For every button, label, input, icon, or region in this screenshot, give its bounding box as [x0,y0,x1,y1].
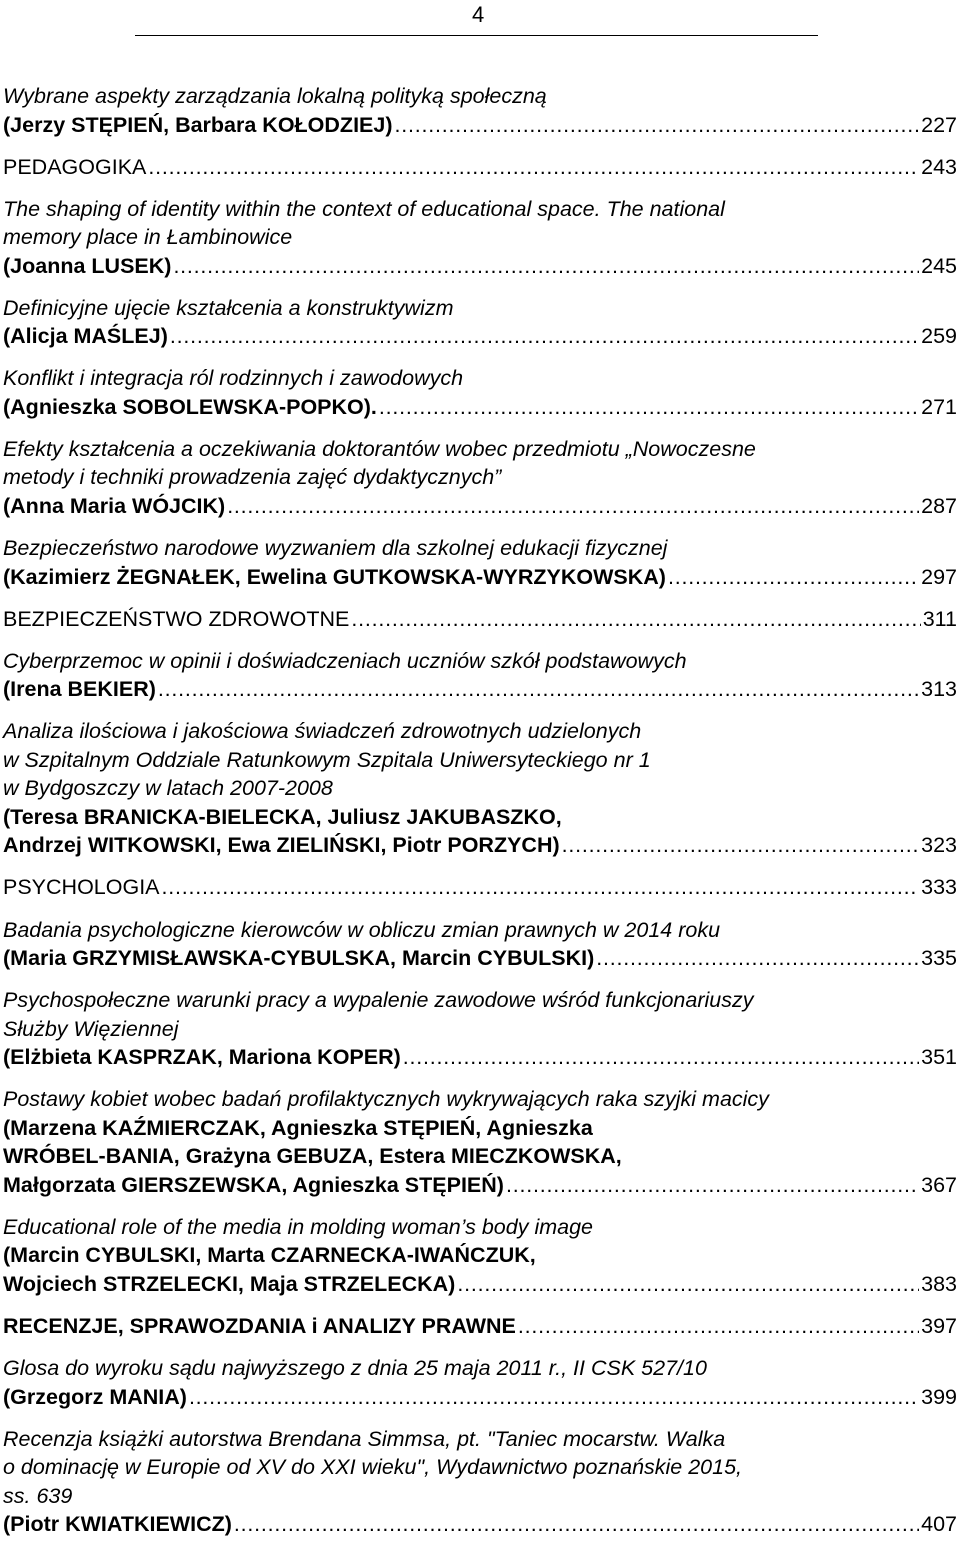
entry-authors-text: (Alicja MAŚLEJ) [3,324,168,349]
dot-leader [403,1043,919,1072]
entry-title-line: The shaping of identity within the context of educational space. The national [3,196,725,221]
dot-leader [457,1270,919,1299]
section-text: PEDAGOGIKA [3,154,147,179]
toc-entry[interactable] [3,1085,957,1199]
page-ref: 407 [921,1512,957,1537]
entry-title-line: Educational role of the media in molding woman’s body image [3,1214,594,1239]
entry-authors-row[interactable] [3,1510,957,1539]
entry-title-line: w Bydgoszczy w latach 2007-2008 [3,776,333,801]
page-ref: 245 [921,253,957,278]
toc-entry[interactable] [3,647,957,704]
entry-title-line: Psychospołeczne warunki pracy a wypalenie zawodowe wśród funkcjonariuszy [3,988,754,1013]
toc-entry[interactable] [3,1354,957,1411]
entry-authors-text: (Maria GRZYMISŁAWSKA-CYBULSKA, Marcin CYBULSKI) [3,946,595,971]
entry-authors-text: (Piotr KWIATKIEWICZ) [3,1512,232,1537]
entry-authors-row[interactable] [3,1383,957,1412]
dot-leader [170,322,919,351]
header-rule [135,35,818,36]
page-ref: 351 [921,1045,957,1070]
section-heading[interactable] [3,873,957,902]
toc-entry[interactable] [3,435,957,521]
page-ref: 271 [921,394,957,419]
entry-authors-line: (Marcin CYBULSKI, Marta CZARNECKA-IWAŃCZUK, [3,1243,536,1268]
dot-leader [189,1383,919,1412]
entry-authors-text: (Jerzy STĘPIEŃ, Barbara KOŁODZIEJ) [3,112,393,137]
page-number: 4 [472,2,485,27]
dot-leader [379,393,919,422]
page-ref: 297 [921,564,957,589]
entry-title-line: memory place in Łambinowice [3,225,293,250]
toc-entry[interactable] [3,717,957,860]
entry-authors-row[interactable] [3,675,957,704]
dot-leader [173,252,919,281]
entry-authors-text: (Elżbieta KASPRZAK, Mariona KOPER) [3,1045,401,1070]
page-ref: 287 [921,493,957,518]
page-ref: 383 [921,1271,957,1296]
page-ref: 313 [921,677,957,702]
entry-title-line: Konflikt i integracja ról rodzinnych i zawodowych [3,366,464,391]
entry-title-line: o dominację w Europie od XV do XXI wieku", Wydawnictwo poznańskie 2015, [3,1455,743,1480]
entry-authors-row[interactable] [3,322,957,351]
section-text: PSYCHOLOGIA [3,875,160,900]
entry-title-line: Wybrane aspekty zarządzania lokalną polityką społeczną [3,84,547,108]
section-heading[interactable] [3,153,957,182]
section-heading[interactable] [3,605,957,634]
toc-entry[interactable] [3,294,957,351]
section-text: BEZPIECZEŃSTWO ZDROWOTNE [3,606,350,631]
entry-authors-text: (Agnieszka SOBOLEWSKA-POPKO). [3,394,377,419]
entry-title-line: Służby Więziennej [3,1016,179,1041]
entry-title-line: w Szpitalnym Oddziale Ratunkowym Szpitala Uniwersyteckiego nr 1 [3,747,651,772]
entry-authors-row[interactable] [3,1171,957,1200]
section-text: RECENZJE, SPRAWOZDANIA i ANALIZY PRAWNE [3,1313,516,1338]
dot-leader [562,831,919,860]
entry-authors-line: (Marzena KAŹMIERCZAK, Agnieszka STĘPIEŃ, Agnieszka [3,1115,593,1140]
entry-authors-text: (Grzegorz MANIA) [3,1384,187,1409]
entry-authors-text: (Anna Maria WÓJCIK) [3,493,226,518]
page-ref: 243 [921,154,957,179]
entry-title-line: metody i techniki prowadzenia zajęć dydaktycznych” [3,465,502,490]
dot-leader [518,1312,919,1341]
toc-entry[interactable] [3,195,957,281]
table-of-contents [3,82,957,1552]
dot-leader [506,1171,919,1200]
toc-entry[interactable] [3,986,957,1072]
entry-authors-row[interactable] [3,563,957,592]
entry-title-line: Cyberprzemoc w opinii i doświadczeniach uczniów szkół podstawowych [3,648,687,673]
section-row[interactable] [3,605,957,634]
dot-leader [158,675,919,704]
entry-title-line: ss. 639 [3,1483,73,1508]
page-ref: 397 [921,1313,957,1338]
entry-authors-row[interactable] [3,831,957,860]
entry-title-line: Postawy kobiet wobec badań profilaktycznych wykrywających raka szyjki macicy [3,1087,769,1112]
page-ref: 227 [921,112,957,137]
dot-leader [351,605,920,634]
entry-title-line: Analiza ilościowa i jakościowa świadczeń zdrowotnych udzielonych [3,719,642,744]
entry-title-line: Definicyjne ujęcie kształcenia a konstruktywizm [3,295,454,320]
entry-authors-row[interactable] [3,492,957,521]
toc-entry[interactable] [3,916,957,973]
entry-title-line: Efekty kształcenia a oczekiwania doktorantów wobec przedmiotu „Nowoczesne [3,436,756,461]
dot-leader [395,111,920,140]
page-ref: 367 [921,1172,957,1197]
entry-authors-text: (Joanna LUSEK) [3,253,172,278]
entry-authors-text: (Kazimierz ŻEGNAŁEK, Ewelina GUTKOWSKA-WYRZYKOWSKA) [3,564,666,589]
dot-leader [162,873,920,902]
entry-authors-line: (Teresa BRANICKA-BIELECKA, Juliusz JAKUBASZKO, [3,804,562,829]
entry-authors-row[interactable] [3,1270,957,1299]
section-row[interactable] [3,873,957,902]
dot-leader [227,492,919,521]
dot-leader [668,563,919,592]
entry-authors-text: Wojciech STRZELECKI, Maja STRZELECKA) [3,1271,456,1296]
section-heading[interactable] [3,1312,957,1341]
page-ref: 311 [922,606,957,631]
dot-leader [596,944,919,973]
page-ref: 399 [921,1384,957,1409]
page-ref: 323 [921,833,957,858]
entry-authors-row[interactable] [3,393,957,422]
page-ref: 333 [921,875,957,900]
entry-authors-row[interactable] [3,252,957,281]
toc-entry[interactable] [3,364,957,421]
page-ref: 335 [921,946,957,971]
entry-authors-row[interactable] [3,111,957,140]
section-row[interactable] [3,1312,957,1341]
toc-entry[interactable] [3,534,957,591]
entry-authors-row[interactable] [3,944,957,973]
dot-leader [234,1510,919,1539]
toc-entry[interactable] [3,1213,957,1299]
entry-authors-text: Małgorzata GIERSZEWSKA, Agnieszka STĘPIEŃ) [3,1172,504,1197]
entry-authors-text: Andrzej WITKOWSKI, Ewa ZIELIŃSKI, Piotr PORZYCH) [3,833,560,858]
entry-title-line: Badania psychologiczne kierowców w obliczu zmian prawnych w 2014 roku [3,917,721,942]
entry-authors-row[interactable] [3,1043,957,1072]
dot-leader [148,153,919,182]
section-row[interactable] [3,153,957,182]
toc-entry[interactable] [3,82,957,139]
entry-title-line: Glosa do wyroku sądu najwyższego z dnia 25 maja 2011 r., II CSK 527/10 [3,1356,707,1380]
entry-title-line: Recenzja książki autorstwa Brendana Simmsa, pt. "Taniec mocarstw. Walka [3,1426,726,1451]
entry-title-line: Bezpieczeństwo narodowe wyzwaniem dla szkolnej edukacji fizycznej [3,536,668,561]
entry-authors-text: (Irena BEKIER) [3,677,156,702]
toc-entry[interactable] [3,1425,957,1539]
entry-authors-line: WRÓBEL-BANIA, Grażyna GEBUZA, Estera MIECZKOWSKA, [3,1144,622,1169]
page-ref: 259 [921,324,957,349]
